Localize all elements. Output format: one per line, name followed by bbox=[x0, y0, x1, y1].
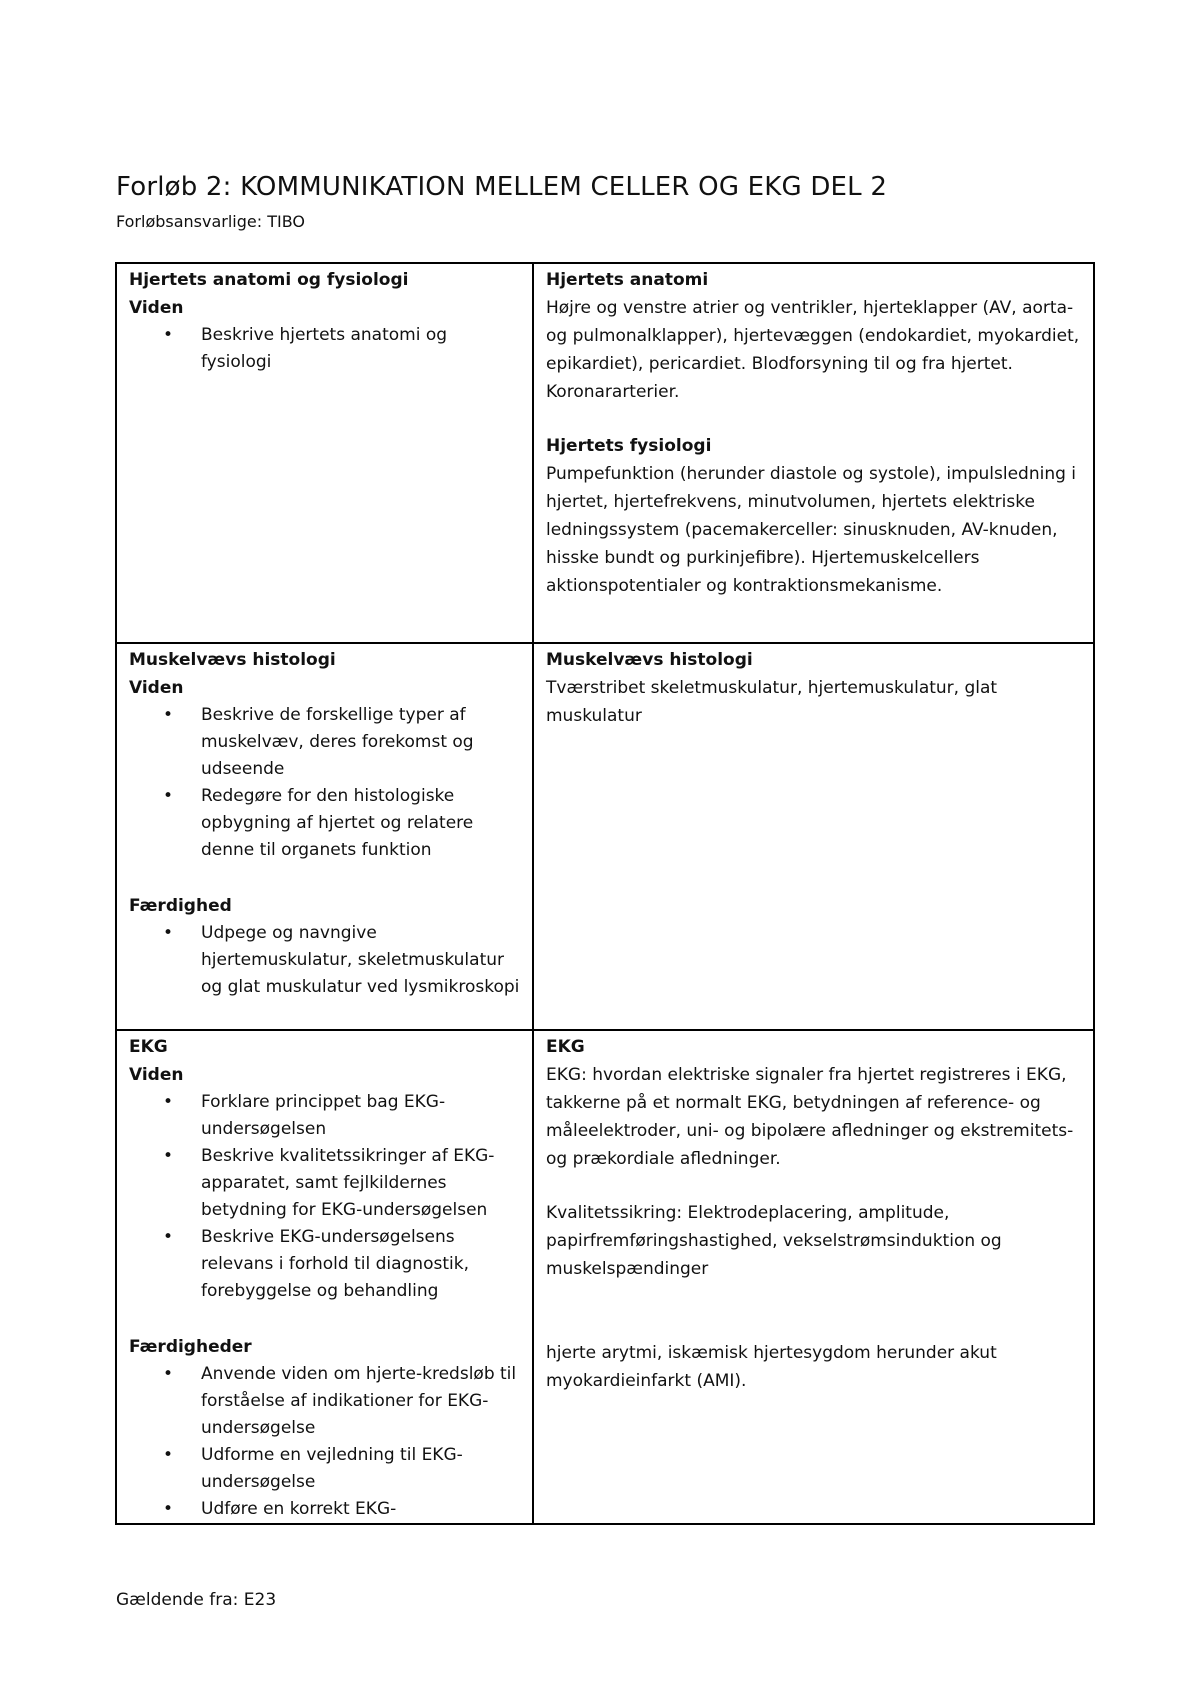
bullet-list bbox=[129, 1361, 522, 1523]
block-text: Højre og venstre atrier og ventrikler, hjerteklapper (AV, aorta- og pulmonalklapper), hjertevæggen (endokardiet, myokardiet, epikardiet), pericardiet. Blodforsyning til og fra hjertet. Koronararterier. bbox=[546, 298, 1080, 402]
course-responsible: Forløbsansvarlige: TIBO bbox=[116, 212, 306, 231]
document-title: Forløb 2: KOMMUNIKATION MELLEM CELLER OG EKG DEL 2 bbox=[116, 172, 888, 202]
list-item: • Redegøre for den histologiske opbygning af hjertet og relatere denne til organets funktion bbox=[201, 783, 522, 864]
table-row bbox=[116, 263, 1094, 643]
learning-goals-cell bbox=[116, 263, 533, 643]
list-item: • Beskrive kvalitetssikringer af EKG-apparatet, samt fejlkildernes betydning for EKG-undersøgelsen bbox=[201, 1143, 522, 1224]
block-heading: Muskelvævs histologi bbox=[546, 650, 753, 670]
list-item: • Beskrive de forskellige typer af muskelvæv, deres forekomst og udseende bbox=[201, 702, 522, 783]
ekg-description: EKG: hvordan elektriske signaler fra hjertet registreres i EKG, takkerne på et normalt EKG, betydningen af reference- og måleelektroder, uni- og bipolære afledninger og ekstremitets- og prækordiale afledninger. bbox=[546, 1065, 1074, 1169]
table-row bbox=[116, 643, 1094, 1030]
valid-from: Gældende fra: E23 bbox=[116, 1590, 277, 1610]
bullet-list bbox=[129, 322, 522, 376]
clinical-relevance-text: hjerte arytmi, iskæmisk hjertesygdom herunder akut myokardieinfarkt (AMI). bbox=[546, 1343, 997, 1391]
learning-goals-cell bbox=[116, 643, 533, 1030]
block-text: Tværstribet skeletmuskulatur, hjertemuskulatur, glat muskulatur bbox=[546, 678, 998, 726]
block-heading: EKG bbox=[546, 1037, 585, 1057]
bullet-list bbox=[129, 702, 522, 864]
bullet-list bbox=[129, 920, 522, 1001]
list-item: • Udforme en vejledning til EKG-undersøgelse bbox=[201, 1442, 522, 1496]
content-cell bbox=[533, 1030, 1094, 1524]
block-heading: Hjertets fysiologi bbox=[546, 436, 712, 456]
list-item: • Udpege og navngive hjertemuskulatur, skeletmuskulatur og glat muskulatur ved lysmikroskopi bbox=[201, 920, 522, 1001]
section-label: Færdighed bbox=[129, 896, 232, 916]
list-item: • Forklare princippet bag EKG-undersøgelsen bbox=[201, 1089, 522, 1143]
table-row bbox=[116, 1030, 1094, 1524]
block-text: Pumpefunktion (herunder diastole og systole), impulsledning i hjertet, hjertefrekvens, minutvolumen, hjertets elektriske ledningssystem (pacemakerceller: sinusknuden, AV-knuden, hisske bundt og purkinjefibre). Hjertemuskelcellers aktionspotentialer og kontraktionsmekanisme. bbox=[546, 464, 1077, 596]
list-item: • Udføre en korrekt EKG- bbox=[201, 1496, 522, 1523]
learning-goals-cell bbox=[116, 1030, 533, 1524]
course-table bbox=[115, 262, 1095, 1525]
section-label: Viden bbox=[129, 298, 184, 318]
row-heading: EKG bbox=[129, 1037, 168, 1057]
quality-assurance-text: Kvalitetssikring: Elektrodeplacering, amplitude, papirfremføringshastighed, vekselstrømsinduktion og muskelspændinger bbox=[546, 1203, 1002, 1279]
list-item: • Anvende viden om hjerte-kredsløb til forståelse af indikationer for EKG-undersøgelse bbox=[201, 1361, 522, 1442]
block-heading: Hjertets anatomi bbox=[546, 270, 709, 290]
bullet-list bbox=[129, 1089, 522, 1305]
list-item: • Beskrive EKG-undersøgelsens relevans i forhold til diagnostik, forebyggelse og behandling bbox=[201, 1224, 522, 1305]
content-cell bbox=[533, 263, 1094, 643]
section-label: Viden bbox=[129, 1065, 184, 1085]
row-heading: Muskelvævs histologi bbox=[129, 650, 336, 670]
row-heading: Hjertets anatomi og fysiologi bbox=[129, 270, 409, 290]
section-label: Færdigheder bbox=[129, 1337, 252, 1357]
section-label: Viden bbox=[129, 678, 184, 698]
list-item: • Beskrive hjertets anatomi og fysiologi bbox=[201, 322, 522, 376]
content-cell bbox=[533, 643, 1094, 1030]
